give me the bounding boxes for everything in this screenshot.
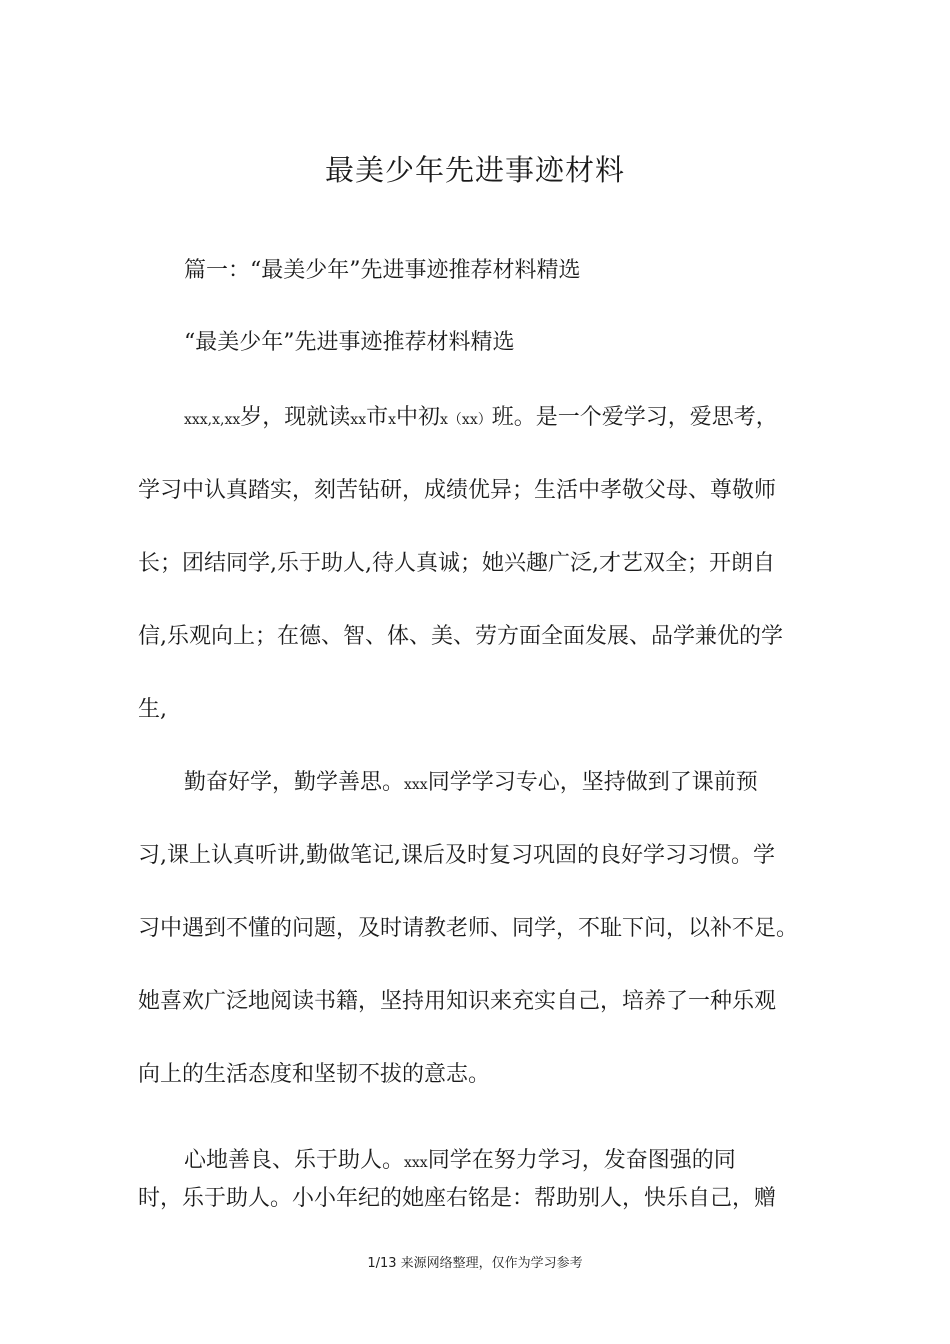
- paragraph-line: 篇一：“最美少年”先进事迹推荐材料精选: [184, 258, 581, 283]
- placeholder-city: xx: [350, 412, 367, 428]
- paragraph-line: 长；团结同学,乐于助人,待人真诚；她兴趣广泛,才艺双全；开朗自: [138, 551, 775, 576]
- page-footer: 1/13 来源网络整理，仅作为学习参考: [367, 1256, 583, 1271]
- paragraph-line: 心地善良、乐于助人。xxx同学在努力学习，发奋图强的同: [184, 1148, 736, 1173]
- placeholder-name: xxx: [404, 1155, 428, 1171]
- paragraph-line: 习中遇到不懂的问题，及时请教老师、同学，不耻下问，以补不足。: [138, 916, 799, 941]
- placeholder-name: xxx,x,xx: [184, 412, 241, 428]
- paragraph-line: 她喜欢广泛地阅读书籍，坚持用知识来充实自己，培养了一种乐观: [138, 989, 777, 1014]
- paragraph-line: 生,: [138, 697, 167, 722]
- placeholder-class: x（xx）: [440, 412, 492, 428]
- placeholder-school: x: [388, 412, 397, 428]
- paragraph-line: 时，乐于助人。小小年纪的她座右铭是：帮助别人，快乐自己，赠: [138, 1186, 777, 1211]
- paragraph-line: 向上的生活态度和坚韧不拔的意志。: [138, 1062, 491, 1087]
- paragraph-line: 习,课上认真听讲,勤做笔记,课后及时复习巩固的良好学习习惯。学: [138, 843, 775, 868]
- document-title: 最美少年先进事迹材料: [324, 153, 625, 187]
- paragraph-line: xxx,x,xx岁，现就读xx市x中初x（xx）班。是一个爱学习，爱思考，: [184, 405, 778, 430]
- placeholder-name: xxx: [404, 777, 428, 793]
- paragraph-line: 勤奋好学，勤学善思。xxx同学学习专心，坚持做到了课前预: [184, 770, 758, 795]
- paragraph-line: 学习中认真踏实，刻苦钻研，成绩优异；生活中孝敬父母、尊敬师: [138, 478, 777, 503]
- paragraph-line: 信,乐观向上；在德、智、体、美、劳方面全面发展、品学兼优的学: [138, 624, 783, 649]
- paragraph-line: “最美少年”先进事迹推荐材料精选: [184, 330, 515, 355]
